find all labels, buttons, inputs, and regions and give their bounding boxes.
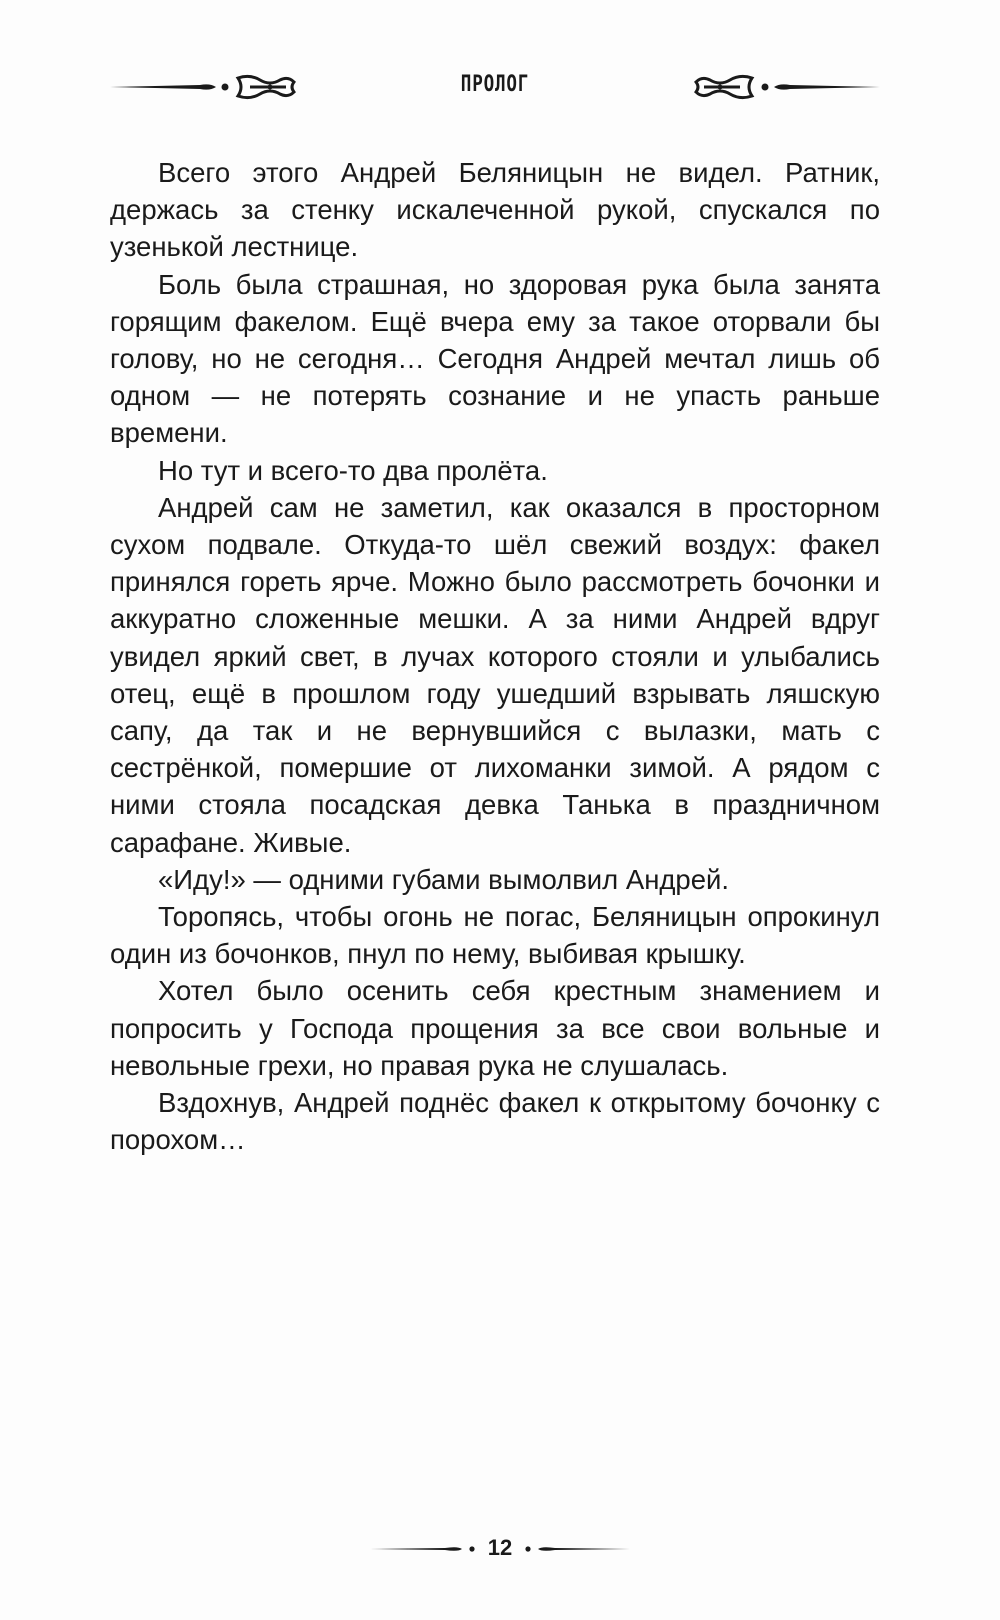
paragraph: Всего этого Андрей Беляницын не видел. Ратник, держась за стенку искалеченной рукой, спускался по узенькой лестнице.: [110, 157, 880, 263]
body-text: [110, 154, 880, 1158]
page-number: 12: [487, 1535, 513, 1560]
paragraph: Андрей сам не заметил, как оказался в просторном сухом подвале. Откуда-то шёл свежий воздух: факел принялся гореть ярче. Можно было рассмотреть бочонки и аккуратно сложенные мешки. А за ними Андрей вдруг увидел яркий свет, в лучах которого стояли и улыбались отец, ещё в прошлом году ушедший взрывать ляшскую сапу, да так и не вернувшийся с вылазки, мать с сестрёнкой, помершие от лихоманки зимой. А рядом с ними стояла посадская девка Танька в праздничном сарафане. Живые.: [110, 491, 880, 858]
paragraph: Боль была страшная, но здоровая рука была занята горящим факелом. Ещё вчера ему за такое оторвали бы голову, но не сегодня… Сегодня Андрей мечтал лишь об одном — не потерять сознание и не упасть раньше времени.: [110, 268, 880, 449]
ornament-right-icon: [680, 72, 880, 107]
paragraph: Но тут и всего-то два пролёта.: [158, 454, 548, 486]
paragraph: Вздохнув, Андрей поднёс факел к открытому бочонку с порохом…: [110, 1087, 880, 1156]
paragraph: Хотел было осенить себя крестным знамением и попросить у Господа прощения за все свои вольные и невольные грехи, но правая рука не слушалась.: [110, 975, 880, 1081]
page-header: [110, 64, 880, 114]
paragraph: Торопясь, чтобы огонь не погас, Беляницын опрокинул один из бочонков, пнул по нему, выбивая крышку.: [110, 901, 880, 970]
paragraph: «Иду!» — одними губами вымолвил Андрей.: [158, 863, 730, 895]
page-footer: [370, 1535, 630, 1565]
chapter-title: ПРОЛОГ: [460, 72, 530, 97]
